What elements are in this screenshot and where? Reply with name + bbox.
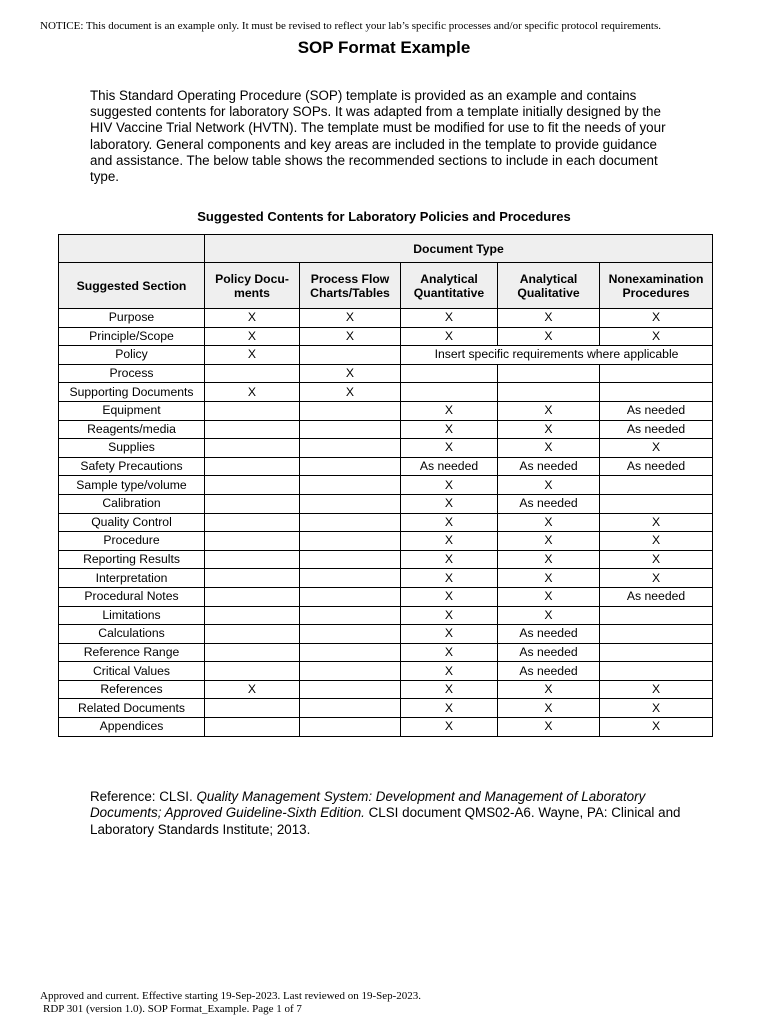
quantitative-cell (401, 383, 498, 402)
policy-cell (205, 569, 300, 588)
page-footer (40, 990, 640, 1016)
qualitative-cell: X (498, 309, 600, 328)
process-flow-cell (300, 346, 401, 365)
policy-cell (205, 494, 300, 513)
footer-approval-line: Approved and current. Effective starting 19-Sep-2023. Last reviewed on 19-Sep-2023. (40, 990, 422, 1002)
nonexamination-cell: X (600, 439, 713, 458)
policy-cell (205, 420, 300, 439)
policy-cell (205, 606, 300, 625)
nonexamination-cell: X (600, 309, 713, 328)
section-cell: Safety Precautions (59, 457, 205, 476)
quantitative-cell: X (401, 718, 498, 737)
quantitative-cell: X (401, 699, 498, 718)
nonexamination-cell (600, 383, 713, 402)
policy-cell (205, 718, 300, 737)
process-flow-cell (300, 439, 401, 458)
table-row (59, 309, 713, 328)
section-cell: Quality Control (59, 513, 205, 532)
nonexamination-cell: X (600, 513, 713, 532)
qualitative-cell: As needed (498, 457, 600, 476)
policy-cell: X (205, 383, 300, 402)
section-cell: Limitations (59, 606, 205, 625)
notice-text: NOTICE: This document is an example only. It must be revised to reflect your lab’s specific processes and/or specific protocol requirements. (40, 20, 662, 32)
nonexamination-cell: X (600, 699, 713, 718)
nonexamination-cell: As needed (600, 587, 713, 606)
process-flow-cell (300, 718, 401, 737)
column-header-suggested-section: Suggested Section (59, 263, 205, 309)
qualitative-cell: X (498, 587, 600, 606)
quantitative-cell: X (401, 532, 498, 551)
qualitative-cell: X (498, 327, 600, 346)
nonexamination-cell: X (600, 680, 713, 699)
table-row (59, 327, 713, 346)
quantitative-cell: X (401, 606, 498, 625)
table-row (59, 587, 713, 606)
quantitative-cell: X (401, 550, 498, 569)
section-cell: Calibration (59, 494, 205, 513)
table-row (59, 401, 713, 420)
process-flow-cell: X (300, 364, 401, 383)
process-flow-cell (300, 680, 401, 699)
reference-title: Quality Management System: Development and Management of Laboratory Documents; Approved Guideline-Sixth Edition. (90, 789, 646, 821)
policy-cell (205, 587, 300, 606)
qualitative-cell (498, 383, 600, 402)
quantitative-cell: As needed (401, 457, 498, 476)
policy-cell (205, 457, 300, 476)
qualitative-cell: X (498, 699, 600, 718)
nonexamination-cell: X (600, 532, 713, 551)
quantitative-cell: X (401, 401, 498, 420)
section-cell: Procedure (59, 532, 205, 551)
reference-prefix: Reference: CLSI. (90, 789, 197, 804)
policy-cell (205, 662, 300, 681)
quantitative-cell: X (401, 680, 498, 699)
policy-cell (205, 550, 300, 569)
policy-cell (205, 364, 300, 383)
nonexamination-cell: X (600, 569, 713, 588)
table-row (59, 513, 713, 532)
section-cell: Principle/Scope (59, 327, 205, 346)
nonexamination-cell (600, 606, 713, 625)
reference-citation (90, 789, 690, 838)
table-row (59, 383, 713, 402)
qualitative-cell: X (498, 680, 600, 699)
policy-cell (205, 699, 300, 718)
section-cell: Equipment (59, 401, 205, 420)
section-cell: References (59, 680, 205, 699)
section-cell: Critical Values (59, 662, 205, 681)
qualitative-cell: X (498, 569, 600, 588)
table-row (59, 439, 713, 458)
table-row (59, 494, 713, 513)
suggested-contents-table (58, 234, 713, 737)
nonexamination-cell: As needed (600, 420, 713, 439)
policy-cell (205, 401, 300, 420)
process-flow-cell (300, 494, 401, 513)
section-cell: Reporting Results (59, 550, 205, 569)
nonexamination-cell (600, 364, 713, 383)
qualitative-cell: X (498, 532, 600, 551)
nonexamination-cell: X (600, 550, 713, 569)
policy-cell (205, 476, 300, 495)
section-cell: Supplies (59, 439, 205, 458)
process-flow-cell (300, 569, 401, 588)
qualitative-cell: X (498, 513, 600, 532)
qualitative-cell: X (498, 401, 600, 420)
quantitative-cell: X (401, 327, 498, 346)
section-cell: Policy (59, 346, 205, 365)
document-type-header: Document Type (205, 235, 713, 263)
qualitative-cell: X (498, 718, 600, 737)
process-flow-cell: X (300, 383, 401, 402)
table-row (59, 532, 713, 551)
process-flow-cell (300, 625, 401, 644)
policy-cell: X (205, 680, 300, 699)
process-flow-cell (300, 476, 401, 495)
table-row (59, 606, 713, 625)
quantitative-cell: X (401, 494, 498, 513)
policy-cell: X (205, 309, 300, 328)
qualitative-cell: X (498, 439, 600, 458)
qualitative-cell: X (498, 550, 600, 569)
qualitative-cell: As needed (498, 625, 600, 644)
table-row (59, 364, 713, 383)
table-row (59, 550, 713, 569)
nonexamination-cell: As needed (600, 401, 713, 420)
table-row (59, 718, 713, 737)
column-header-policy-documents: Policy Docu-ments (205, 263, 300, 309)
column-header-nonexamination: Nonexamination Procedures (600, 263, 713, 309)
section-cell: Calculations (59, 625, 205, 644)
column-header-analytical-qualitative: Analytical Qualitative (498, 263, 600, 309)
policy-note-cell: Insert specific requirements where applicable (401, 346, 713, 365)
process-flow-cell (300, 699, 401, 718)
qualitative-cell: X (498, 476, 600, 495)
column-header-process-flow: Process Flow Charts/Tables (300, 263, 401, 309)
empty-corner-header (59, 235, 205, 263)
process-flow-cell (300, 420, 401, 439)
page-title: SOP Format Example (297, 38, 471, 57)
quantitative-cell (401, 364, 498, 383)
intro-paragraph: This Standard Operating Procedure (SOP) template is provided as an example and contains suggested contents for laboratory SOPs. It was adapted from a template initially designed by the HIV Vaccine Trial Network (HVTN). The template must be modified for use to fit the needs of your laboratory. General components and key areas are included in the template to provide guidance and assistance. The below table shows the recommended sections to include in each document type. (90, 88, 666, 185)
section-cell: Sample type/volume (59, 476, 205, 495)
nonexamination-cell (600, 494, 713, 513)
nonexamination-cell (600, 643, 713, 662)
column-header-analytical-quantitative: Analytical Quantitative (401, 263, 498, 309)
process-flow-cell (300, 606, 401, 625)
table-row (59, 643, 713, 662)
policy-cell (205, 513, 300, 532)
section-cell: Appendices (59, 718, 205, 737)
qualitative-cell (498, 364, 600, 383)
process-flow-cell (300, 401, 401, 420)
quantitative-cell: X (401, 513, 498, 532)
qualitative-cell: As needed (498, 643, 600, 662)
policy-cell (205, 643, 300, 662)
table-row (59, 625, 713, 644)
table-row (59, 457, 713, 476)
nonexamination-cell (600, 625, 713, 644)
quantitative-cell: X (401, 439, 498, 458)
quantitative-cell: X (401, 569, 498, 588)
quantitative-cell: X (401, 587, 498, 606)
table-caption: Suggested Contents for Laboratory Policies and Procedures (197, 209, 571, 224)
footer-document-line: RDP 301 (version 1.0). SOP Format_Example. Page 1 of 7 (43, 1003, 302, 1015)
quantitative-cell: X (401, 625, 498, 644)
table-row (59, 346, 713, 365)
policy-cell (205, 532, 300, 551)
policy-cell (205, 439, 300, 458)
section-cell: Process (59, 364, 205, 383)
process-flow-cell (300, 457, 401, 476)
policy-cell: X (205, 327, 300, 346)
reference-suffix: CLSI document QMS02-A6. Wayne, PA: Clinical and Laboratory Standards Institute; 2013. (90, 805, 681, 837)
nonexamination-cell: As needed (600, 457, 713, 476)
process-flow-cell (300, 532, 401, 551)
section-cell: Purpose (59, 309, 205, 328)
section-cell: Interpretation (59, 569, 205, 588)
qualitative-cell: X (498, 420, 600, 439)
table-row (59, 680, 713, 699)
qualitative-cell: As needed (498, 662, 600, 681)
section-cell: Reference Range (59, 643, 205, 662)
process-flow-cell (300, 662, 401, 681)
table-row (59, 569, 713, 588)
qualitative-cell: X (498, 606, 600, 625)
quantitative-cell: X (401, 420, 498, 439)
qualitative-cell: As needed (498, 494, 600, 513)
section-cell: Reagents/media (59, 420, 205, 439)
process-flow-cell: X (300, 327, 401, 346)
table-row (59, 420, 713, 439)
section-cell: Procedural Notes (59, 587, 205, 606)
quantitative-cell: X (401, 662, 498, 681)
process-flow-cell: X (300, 309, 401, 328)
quantitative-cell: X (401, 476, 498, 495)
process-flow-cell (300, 643, 401, 662)
policy-cell (205, 625, 300, 644)
process-flow-cell (300, 587, 401, 606)
table-row (59, 699, 713, 718)
quantitative-cell: X (401, 309, 498, 328)
section-cell: Supporting Documents (59, 383, 205, 402)
nonexamination-cell (600, 662, 713, 681)
nonexamination-cell (600, 476, 713, 495)
process-flow-cell (300, 550, 401, 569)
section-cell: Related Documents (59, 699, 205, 718)
nonexamination-cell: X (600, 327, 713, 346)
table-row (59, 476, 713, 495)
process-flow-cell (300, 513, 401, 532)
nonexamination-cell: X (600, 718, 713, 737)
quantitative-cell: X (401, 643, 498, 662)
table-body (59, 309, 713, 737)
policy-cell: X (205, 346, 300, 365)
table-row (59, 662, 713, 681)
